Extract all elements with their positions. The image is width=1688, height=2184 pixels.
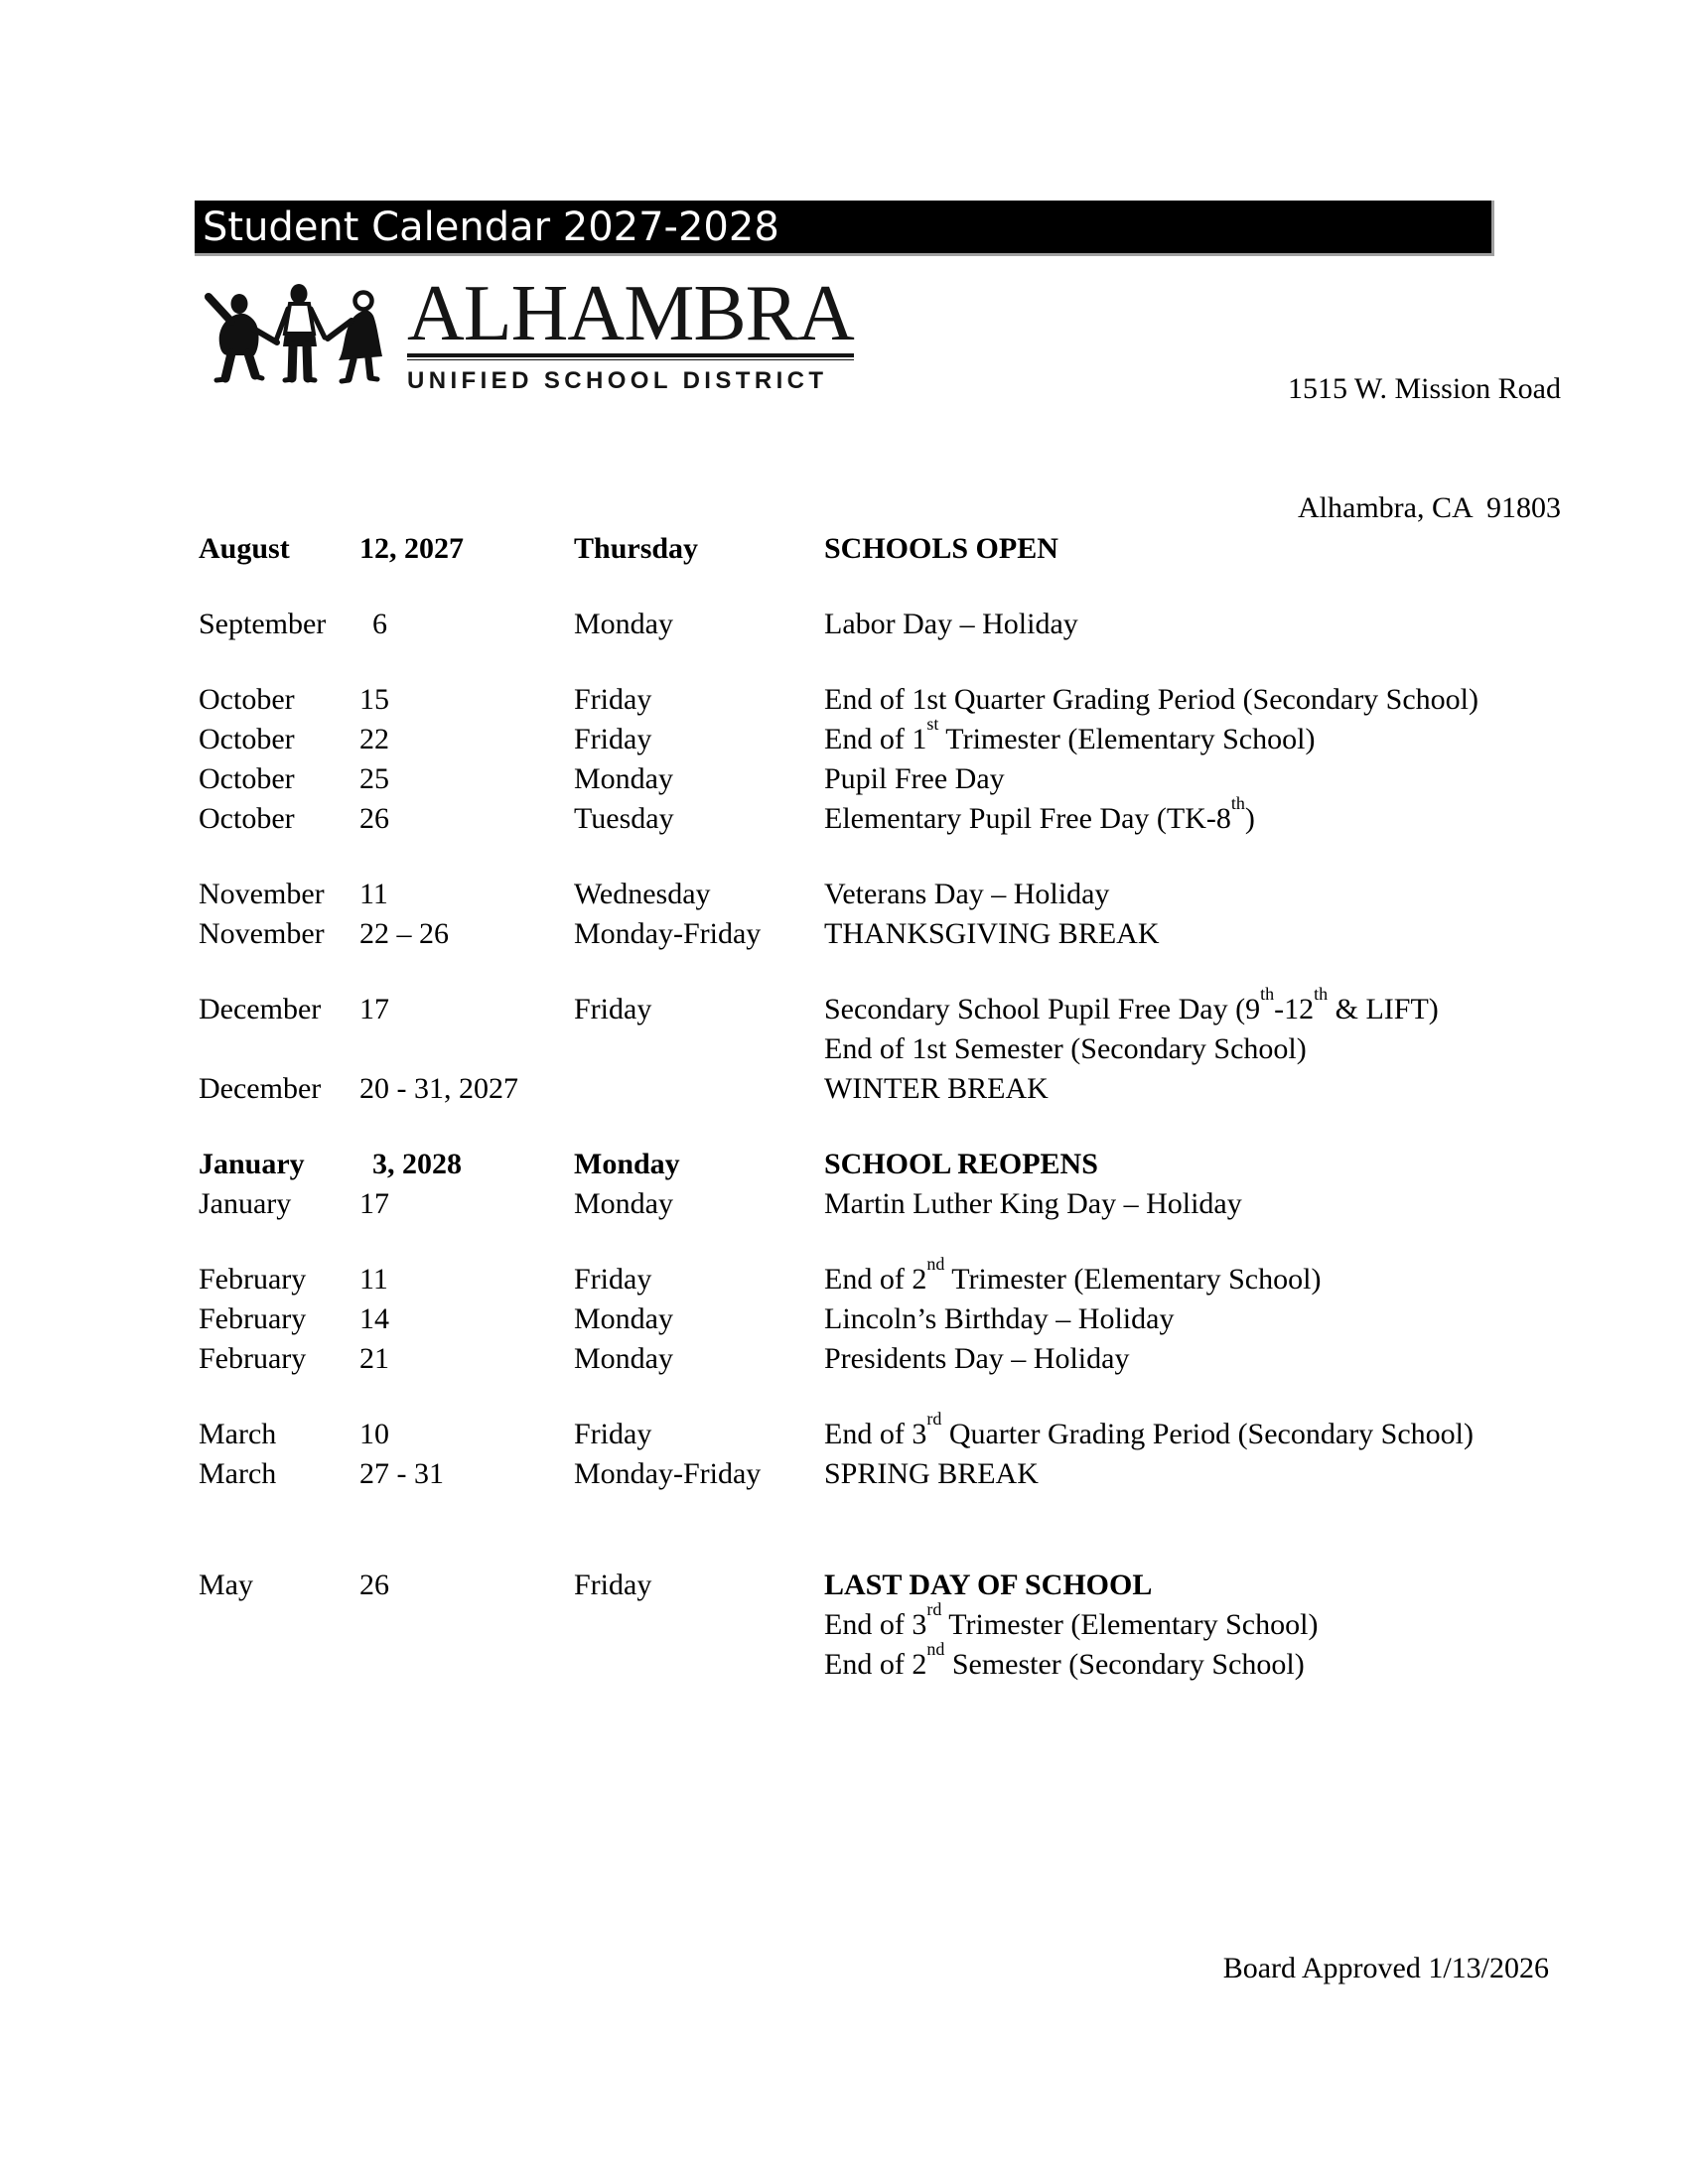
- description-text: End of 1: [824, 723, 927, 755]
- cell-day: 17: [359, 993, 389, 1025]
- cell-day: 11: [359, 1263, 388, 1296]
- calendar-row: [199, 1299, 1589, 1339]
- document-title-bar: Student Calendar 2027-2028: [195, 201, 1494, 256]
- cell-month: November: [199, 878, 325, 910]
- calendar-spacer-row: [199, 1224, 1589, 1260]
- cell-description: [824, 1145, 1589, 1184]
- calendar-row: [199, 1069, 1589, 1109]
- ordinal-superscript: rd: [926, 1599, 942, 1620]
- cell-month: August: [199, 532, 290, 565]
- cell-description: [824, 793, 1589, 839]
- cell-weekday: Monday: [574, 608, 673, 640]
- cell-weekday: Friday: [574, 683, 652, 716]
- cell-weekday: Monday-Friday: [574, 1457, 762, 1490]
- calendar-row: [199, 759, 1589, 799]
- cell-day: 20 - 31, 2027: [359, 1072, 518, 1105]
- ordinal-superscript: st: [926, 714, 939, 735]
- cell-description: [824, 714, 1589, 759]
- district-address: [1288, 290, 1561, 568]
- cell-description: [824, 1069, 1589, 1109]
- cell-day: 22: [359, 723, 389, 755]
- cell-description: [824, 1184, 1589, 1224]
- cell-day: 17: [359, 1187, 389, 1220]
- cell-day: 10: [359, 1418, 389, 1450]
- calendar-row: [199, 1566, 1589, 1605]
- cell-weekday: [574, 1645, 824, 1685]
- description-text: Presidents Day – Holiday: [824, 1342, 1130, 1375]
- cell-month: [199, 1645, 359, 1685]
- description-text: Veterans Day – Holiday: [824, 878, 1110, 910]
- cell-weekday: Monday: [574, 1342, 673, 1375]
- board-approval-note: Board Approved 1/13/2026: [1222, 1952, 1549, 1984]
- cell-weekday: [574, 1069, 824, 1109]
- cell-day: 21: [359, 1342, 389, 1375]
- cell-description: [824, 914, 1589, 954]
- calendar-row: [199, 1409, 1589, 1454]
- description-text: Trimester (Elementary School): [938, 723, 1316, 755]
- cell-description: [824, 759, 1589, 799]
- description-text: Lincoln’s Birthday – Holiday: [824, 1302, 1175, 1335]
- calendar-row: [199, 875, 1589, 914]
- cell-description: [824, 1254, 1589, 1299]
- cell-day: 26: [359, 1569, 389, 1601]
- description-text: Trimester (Elementary School): [944, 1263, 1322, 1296]
- cell-day: [359, 1029, 574, 1069]
- description-text: SCHOOLS OPEN: [824, 532, 1058, 565]
- calendar-spacer-row: [199, 644, 1589, 680]
- cell-month: May: [199, 1569, 253, 1601]
- cell-month: October: [199, 762, 295, 795]
- cell-day: [359, 1645, 574, 1685]
- description-text: WINTER BREAK: [824, 1072, 1049, 1105]
- description-text: THANKSGIVING BREAK: [824, 917, 1160, 950]
- cell-month: January: [199, 1148, 305, 1180]
- cell-description: [824, 1339, 1589, 1379]
- cell-description: [824, 680, 1589, 720]
- description-text: End of 2: [824, 1263, 927, 1296]
- calendar-spacer-row: [199, 1494, 1589, 1530]
- cell-description: [824, 1454, 1589, 1494]
- cell-weekday: Friday: [574, 1263, 652, 1296]
- cell-day: [359, 1605, 574, 1645]
- calendar-row: [199, 1145, 1589, 1184]
- cell-weekday: [574, 1605, 824, 1645]
- calendar-row: [199, 714, 1589, 759]
- calendar-row: [199, 1339, 1589, 1379]
- cell-weekday: Tuesday: [574, 802, 674, 835]
- cell-month: October: [199, 802, 295, 835]
- ordinal-superscript: nd: [926, 1254, 945, 1275]
- description-text: Martin Luther King Day – Holiday: [824, 1187, 1242, 1220]
- address-line-2: Alhambra, CA 91803: [1298, 491, 1561, 524]
- calendar-spacer-row: [199, 1379, 1589, 1415]
- address-line-1: 1515 W. Mission Road: [1287, 372, 1561, 405]
- calendar-row: [199, 605, 1589, 644]
- description-text: End of 1st Quarter Grading Period (Secondary School): [824, 683, 1479, 716]
- calendar-row: [199, 1184, 1589, 1224]
- ordinal-superscript: th: [1260, 984, 1275, 1005]
- ordinal-superscript: th: [1230, 793, 1245, 814]
- cell-description: [824, 984, 1589, 1029]
- cell-description: [824, 1299, 1589, 1339]
- three-people-holding-hands-icon: [203, 280, 385, 387]
- description-text: Pupil Free Day: [824, 762, 1005, 795]
- cell-day: 11: [359, 878, 388, 910]
- cell-month: September: [199, 608, 327, 640]
- description-text: Secondary School Pupil Free Day (9: [824, 993, 1261, 1025]
- calendar-spacer-row: [199, 569, 1589, 605]
- description-text: End of 3: [824, 1418, 927, 1450]
- cell-day: 26: [359, 802, 389, 835]
- cell-month: October: [199, 683, 295, 716]
- cell-weekday: Wednesday: [574, 878, 711, 910]
- description-text: ): [1244, 802, 1255, 835]
- cell-weekday: Friday: [574, 993, 652, 1025]
- calendar-table: [199, 529, 1589, 1685]
- district-name: ALHAMBRA: [407, 270, 854, 357]
- description-text: LAST DAY OF SCHOOL: [824, 1569, 1153, 1601]
- cell-weekday: [574, 1029, 824, 1069]
- calendar-row: [199, 1639, 1589, 1685]
- cell-day: 15: [359, 683, 389, 716]
- cell-weekday: Friday: [574, 723, 652, 755]
- cell-month: February: [199, 1302, 307, 1335]
- description-text: End of 1st Semester (Secondary School): [824, 1032, 1307, 1065]
- calendar-row: [199, 1599, 1589, 1645]
- cell-month: January: [199, 1187, 292, 1220]
- calendar-spacer-row: [199, 1530, 1589, 1566]
- cell-month: March: [199, 1418, 277, 1450]
- description-text: End of 2: [824, 1648, 927, 1681]
- cell-month: February: [199, 1263, 307, 1296]
- description-text: Trimester (Elementary School): [941, 1608, 1319, 1641]
- cell-day: 27 - 31: [359, 1457, 444, 1490]
- cell-description: [824, 875, 1589, 914]
- calendar-spacer-row: [199, 839, 1589, 875]
- cell-weekday: Monday: [574, 1148, 680, 1180]
- cell-weekday: Monday: [574, 762, 673, 795]
- cell-month: [199, 1605, 359, 1645]
- cell-description: [824, 1029, 1589, 1069]
- cell-month: December: [199, 1072, 322, 1105]
- calendar-row: [199, 1029, 1589, 1069]
- cell-month: October: [199, 723, 295, 755]
- cell-month: [199, 1029, 359, 1069]
- cell-weekday: Friday: [574, 1418, 652, 1450]
- calendar-row: [199, 1254, 1589, 1299]
- cell-description: [824, 1409, 1589, 1454]
- cell-description: [824, 605, 1589, 644]
- cell-month: February: [199, 1342, 307, 1375]
- district-subtitle: UNIFIED SCHOOL DISTRICT: [407, 367, 828, 394]
- cell-weekday: Friday: [574, 1569, 652, 1601]
- district-logo: [203, 270, 854, 395]
- description-text: -12: [1274, 993, 1315, 1025]
- calendar-spacer-row: [199, 1109, 1589, 1145]
- calendar-row: [199, 984, 1589, 1029]
- cell-description: [824, 529, 1589, 569]
- cell-month: December: [199, 993, 322, 1025]
- ordinal-superscript: nd: [926, 1639, 945, 1660]
- cell-weekday: Thursday: [574, 532, 699, 565]
- calendar-row: [199, 529, 1589, 569]
- calendar-row: [199, 793, 1589, 839]
- calendar-row: [199, 914, 1589, 954]
- cell-day: 6: [372, 608, 387, 640]
- cell-month: March: [199, 1457, 277, 1490]
- district-logo-text: [407, 270, 854, 395]
- ordinal-superscript: th: [1314, 984, 1329, 1005]
- description-text: Semester (Secondary School): [944, 1648, 1305, 1681]
- cell-day: 22 – 26: [359, 917, 449, 950]
- description-text: SCHOOL REOPENS: [824, 1148, 1098, 1180]
- cell-weekday: Monday: [574, 1187, 673, 1220]
- calendar-spacer-row: [199, 954, 1589, 990]
- cell-day: 25: [359, 762, 389, 795]
- cell-day: 3, 2028: [372, 1148, 462, 1180]
- calendar-row: [199, 680, 1589, 720]
- cell-description: [824, 1639, 1589, 1685]
- cell-day: 12, 2027: [359, 532, 464, 565]
- description-text: Quarter Grading Period (Secondary School): [941, 1418, 1475, 1450]
- description-text: Elementary Pupil Free Day (TK-8: [824, 802, 1231, 835]
- description-text: SPRING BREAK: [824, 1457, 1039, 1490]
- cell-month: November: [199, 917, 325, 950]
- ordinal-superscript: rd: [926, 1409, 942, 1430]
- description-text: End of 3: [824, 1608, 927, 1641]
- calendar-row: [199, 1454, 1589, 1494]
- description-text: & LIFT): [1328, 993, 1439, 1025]
- cell-weekday: Monday-Friday: [574, 917, 762, 950]
- cell-weekday: Monday: [574, 1302, 673, 1335]
- cell-day: 14: [359, 1302, 389, 1335]
- description-text: Labor Day – Holiday: [824, 608, 1078, 640]
